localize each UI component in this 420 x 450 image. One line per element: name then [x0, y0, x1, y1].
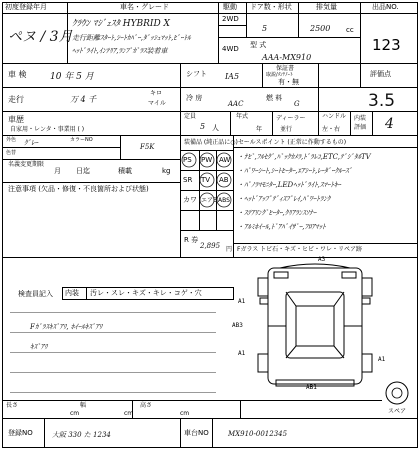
length-unit: cm	[70, 410, 80, 417]
shift-value: IA5	[225, 72, 240, 81]
sales-line-1: ・ﾅﾋﾞ,ﾌﾙｾｸﾞ,ﾊﾞｯｸｶﾒﾗ,ﾄﾞﾗﾚｺ,ETC,ﾃﾞｼﾞﾀﾙTV	[237, 153, 371, 161]
exterior-color-value: ｸﾞﾚｰ	[24, 139, 38, 147]
exterior-color-label: 外色	[6, 137, 17, 143]
sales-line-3: ・ﾊﾟﾉﾗﾏﾓﾆﾀｰ,LEDﾍｯﾄﾞﾗｲﾄ,ｽﾏｰﾄｷｰ	[237, 181, 341, 189]
lot-label: 出品NO.	[372, 3, 399, 11]
fuel-value: G	[294, 100, 300, 108]
mileage-label: 走行	[8, 95, 24, 104]
model-value: AAA-MX910	[262, 53, 312, 62]
diagram-left-top: A1	[238, 298, 246, 305]
interior-label: 内装	[354, 115, 367, 122]
spare-tire-icon	[384, 380, 410, 406]
capacity-value: 5	[200, 122, 206, 131]
drive-label: 駆動	[223, 3, 237, 11]
equip-abs: ABS	[218, 197, 230, 204]
handle-value: 左・右	[322, 126, 341, 133]
equip-tv: TV	[201, 176, 211, 184]
width-label: 幅	[80, 402, 87, 409]
spare-label: スペア	[388, 408, 407, 415]
name-grade-label: 車名・グレード	[120, 3, 169, 11]
name-change-day: 日迄	[76, 167, 90, 175]
inspector-interior-items: 汚レ・スレ・キズ・キレ・コゲ・穴	[90, 289, 202, 297]
warranty-sub: 取説/ﾒﾝﾃﾉｰﾄ	[266, 72, 293, 78]
shaken-label: 車 検	[8, 70, 27, 79]
name-grade-line3: ﾍｯﾄﾞﾗｲﾄ,ｲﾝﾃﾘｱ,ﾗﾝﾌﾟｶﾞﾗｽ装着車	[72, 47, 168, 55]
history-sub: 自家用・レンタ・事業用 ( )	[10, 126, 85, 133]
drive-2wd: 2WD	[222, 15, 239, 23]
equip-pw: PW	[201, 156, 213, 164]
warranty-value: 有・無	[278, 78, 299, 86]
displacement-label: 排気量	[316, 3, 337, 11]
mileage-value: 万 4 千	[70, 95, 97, 104]
inspector-interior-label: 内装	[65, 289, 79, 297]
inspector-note-2: ｷｽﾞｱﾘ	[30, 343, 48, 351]
inspector-label: 検査員記入	[18, 290, 53, 298]
name-change-label: 名義変更期限	[8, 161, 45, 168]
length-label: 長さ	[6, 402, 19, 409]
interior-label2: 評価	[354, 124, 367, 131]
dealer-value: 並行	[280, 126, 293, 133]
load-label: 積載	[118, 167, 132, 175]
sales-line-4: ・ﾍｯﾄﾞｱｯﾌﾟﾃﾞｨｽﾌﾟﾚｲ,ﾊﾟﾜｰﾄﾗﾝｸ	[237, 195, 331, 203]
interior-value: 4	[385, 116, 394, 132]
width-unit: cm	[124, 410, 134, 417]
inspector-note-1: Fｶﾞﾗｽｷｽﾞｱﾘ, ﾎｲｰﾙｷｽﾞｱﾘ	[30, 323, 103, 331]
notes-label: 注意事項 (欠品・修復・不良箇所および状態)	[8, 185, 149, 193]
mileage-unit: キロ	[150, 90, 163, 97]
equip-ab: AB	[219, 176, 229, 184]
dealer-label: ディーラー	[276, 115, 306, 122]
model-label: 型 式	[250, 41, 267, 49]
mileage-unit2: マイル	[148, 100, 166, 107]
shift-label: シフト	[186, 70, 207, 78]
name-grade-line2: 走行距離ｽﾀｰﾄ,ｼｰﾄｶﾊﾞｰ,ﾀﾞｯｼｭﾏｯﾄ,ﾋﾞｰﾄﾙ	[72, 34, 191, 42]
first-reg-value: ペヌ / 3月	[8, 29, 73, 45]
displacement-value: 2500	[310, 24, 331, 33]
equip-ps: PS	[183, 156, 192, 164]
drive-4wd: 4WD	[222, 45, 239, 53]
car-diagram	[250, 262, 380, 392]
equipment-label: 装備品 (純正品に○)	[184, 139, 238, 146]
height-unit: cm	[180, 410, 190, 417]
ac-label: 冷 房	[186, 94, 203, 102]
color-no-label: カラーNO	[70, 137, 93, 143]
doors-value: 5	[262, 24, 268, 33]
name-change-month: 月	[54, 167, 61, 175]
load-unit: kg	[162, 167, 171, 175]
name-grade-line1: ｸﾗｳﾝ ﾏｼﾞｪｽﾀ HYBRID X	[72, 19, 170, 29]
diagram-top-label: A3	[318, 256, 326, 263]
capacity-unit: 人	[212, 124, 219, 132]
history-label: 車歴	[8, 115, 24, 124]
glass-label: Fガラス トビ石・キズ・ヒビ・ワレ・リペア跡	[237, 246, 362, 253]
sales-line-6: ・ｱﾙﾐﾎｲｰﾙ,ﾄﾞｱﾊﾞｲｻﾞｰ,ﾌﾛｱﾏｯﾄ	[237, 223, 326, 231]
lot-value: 123	[372, 36, 401, 54]
handle-label: ハンドル	[322, 113, 347, 120]
ac-value: AAC	[228, 100, 244, 108]
diagram-left-bot: A1	[238, 350, 246, 357]
warranty-label: 保証書	[276, 65, 295, 72]
equip-airb: エアB	[201, 197, 218, 204]
equip-aw: AW	[219, 156, 231, 164]
year-model-value: 年	[256, 126, 263, 133]
equip-kawa: カワ	[183, 196, 197, 204]
equipment-circles	[180, 150, 233, 230]
reg-no-value: 大阪 330 た 1234	[52, 431, 111, 439]
capacity-label: 定員	[184, 113, 197, 120]
sales-line-5: ・ｽﾃｱﾘﾝｸﾞﾋｰﾀｰ,ｸﾘｱﾗﾝｽｿﾅｰ	[237, 209, 317, 217]
r-ticket-label: R 券	[184, 236, 199, 244]
diagram-left-mid: AB3	[232, 322, 243, 329]
score-value: 3.5	[368, 91, 396, 111]
sales-points-label: セールスポイント (正常に作動するもの)	[238, 139, 347, 146]
year-model-label: 年式	[236, 113, 249, 120]
sales-line-2: ・ﾊﾟﾜｰｼｰﾄ,ｼｰﾄﾋｰﾀｰ,ｴｱｼｰﾄ,ﾚｰﾀﾞｰｸﾙｰｽﾞ	[237, 167, 353, 175]
r-ticket-value: 2,895	[200, 242, 221, 250]
first-reg-label: 初度登録年月	[5, 3, 47, 11]
color-change-label: 色替	[6, 150, 17, 156]
r-ticket-unit: 円	[226, 246, 233, 253]
diagram-bottom-label: AB1	[306, 384, 317, 391]
diagram-right-bot: A1	[378, 356, 386, 363]
doors-label: ドア数・形状	[250, 3, 292, 11]
fuel-label: 燃 料	[266, 94, 283, 102]
color-no-value: F5K	[140, 143, 155, 151]
shaken-value: 10 年 5 月	[50, 72, 94, 82]
chassis-value: MX910-0012345	[228, 430, 288, 438]
reg-no-label: 登録NO	[8, 429, 33, 437]
equip-sr: SR	[183, 176, 193, 184]
displacement-unit: cc	[346, 26, 354, 34]
score-label: 評価点	[370, 70, 391, 78]
height-label: 高さ	[140, 402, 153, 409]
chassis-label: 車台NO	[184, 429, 209, 437]
